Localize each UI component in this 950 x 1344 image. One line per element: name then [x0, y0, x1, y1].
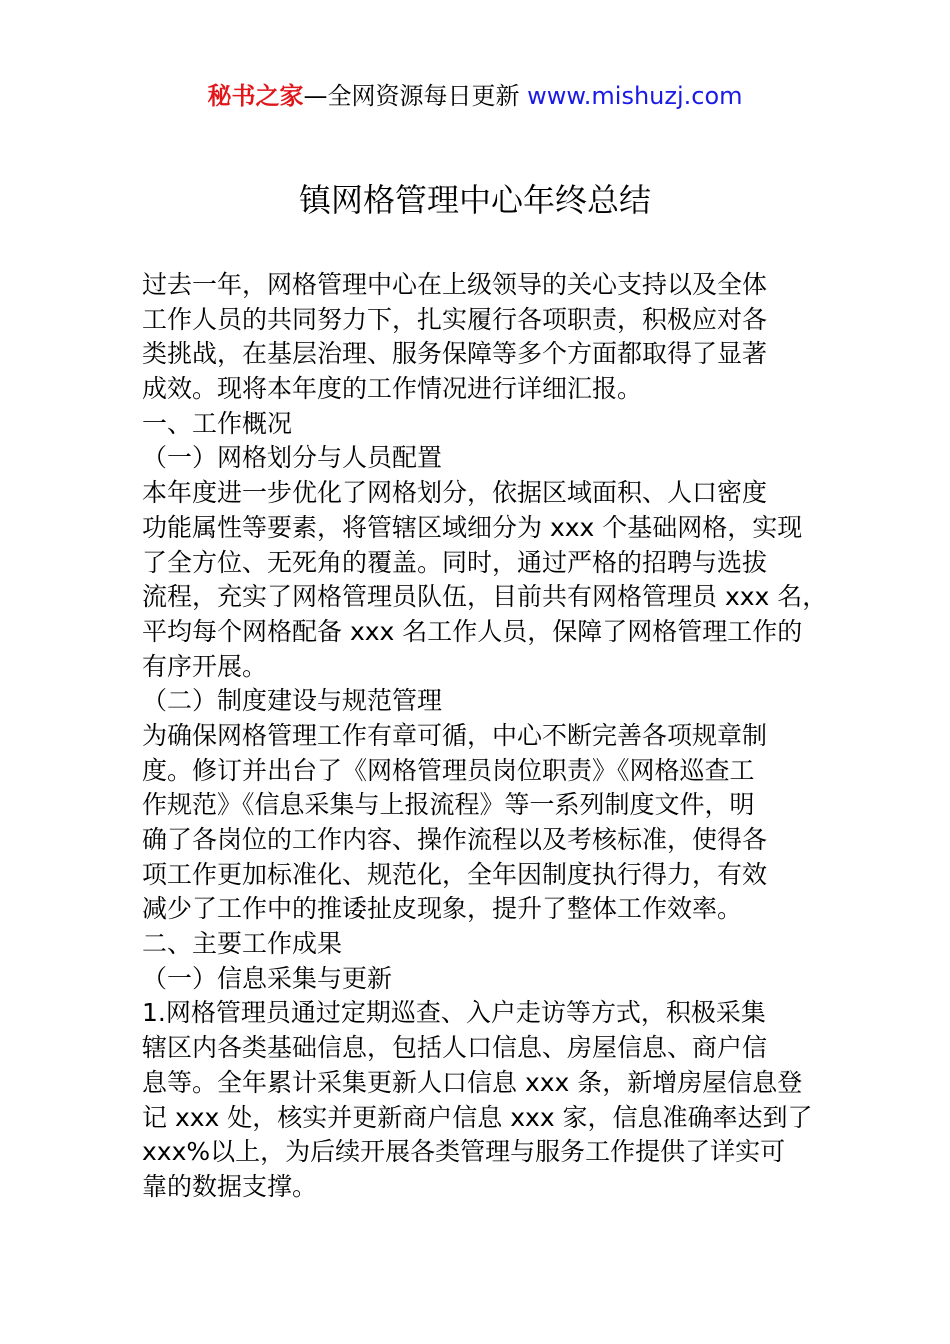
text-line: 平均每个网格配备 xxx 名工作人员，保障了网格管理工作的 [142, 616, 803, 646]
text-line: 工作人员的共同努力下，扎实履行各项职责，积极应对各 [142, 304, 768, 334]
text-line: 记 xxx 处，核实并更新商户信息 xxx 家，信息准确率达到了 [142, 1102, 813, 1132]
text-line: 成效。现将本年度的工作情况进行详细汇报。 [142, 374, 643, 404]
document-title: 镇网格管理中心年终总结 [298, 181, 651, 219]
site-url-link[interactable]: www.mishuzj.com [527, 82, 743, 110]
text-line: 类挑战，在基层治理、服务保障等多个方面都取得了显著 [142, 339, 768, 369]
text-line: xxx%以上，为后续开展各类管理与服务工作提供了详实可 [142, 1137, 786, 1167]
site-header [0, 80, 950, 112]
text-line: 本年度进一步优化了网格划分，依据区域面积、人口密度 [142, 478, 768, 508]
text-line: 为确保网格管理工作有章可循，中心不断完善各项规章制 [142, 720, 768, 750]
header-tagline: —全网资源每日更新 [303, 82, 528, 110]
subsection-heading: （一）网格划分与人员配置 [142, 443, 443, 473]
text-line: 了全方位、无死角的覆盖。同时，通过严格的招聘与选拔 [142, 547, 768, 577]
document-body [142, 268, 832, 1205]
subsection-heading: （一）信息采集与更新 [142, 963, 393, 993]
section-heading: 一、工作概况 [142, 408, 293, 438]
section-heading: 二、主要工作成果 [142, 929, 343, 959]
brand-name: 秘书之家 [207, 82, 304, 110]
text-line: 1.网格管理员通过定期巡查、入户走访等方式，积极采集 [142, 998, 766, 1028]
text-line: 靠的数据支撑。 [142, 1171, 318, 1201]
text-line: 功能属性等要素，将管辖区域细分为 xxx 个基础网格，实现 [142, 512, 803, 542]
text-line: 息等。全年累计采集更新人口信息 xxx 条，新增房屋信息登 [142, 1067, 803, 1097]
text-line: 流程，充实了网格管理员队伍，目前共有网格管理员 xxx 名， [142, 582, 828, 612]
subsection-heading: （二）制度建设与规范管理 [142, 686, 443, 716]
text-line: 辖区内各类基础信息，包括人口信息、房屋信息、商户信 [142, 1033, 768, 1063]
text-line: 项工作更加标准化、规范化，全年因制度执行得力，有效 [142, 859, 768, 889]
text-line: 减少了工作中的推诿扯皮现象，提升了整体工作效率。 [142, 894, 743, 924]
text-line: 过去一年，网格管理中心在上级领导的关心支持以及全体 [142, 270, 768, 299]
text-line: 度。修订并出台了《网格管理员岗位职责》《网格巡查工 [142, 755, 755, 785]
text-line: 确了各岗位的工作内容、操作流程以及考核标准，使得各 [142, 825, 768, 854]
text-line: 作规范》《信息采集与上报流程》等一系列制度文件，明 [142, 790, 755, 820]
text-line: 有序开展。 [142, 651, 268, 681]
